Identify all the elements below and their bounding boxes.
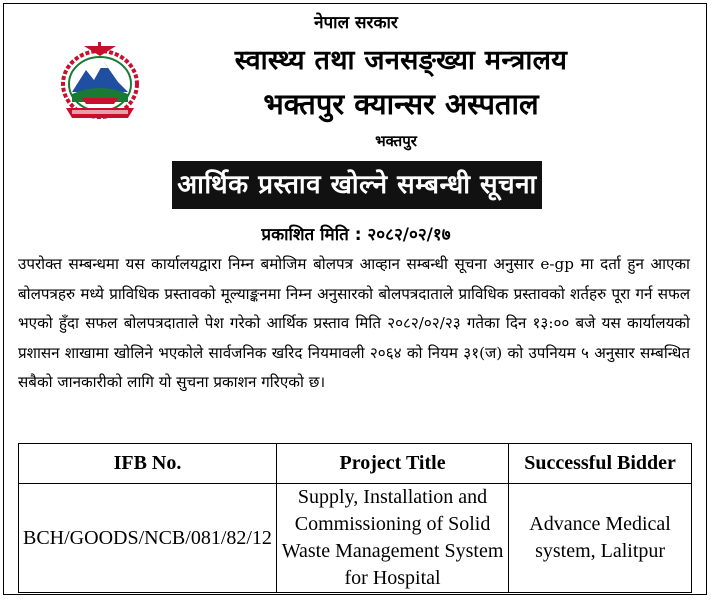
bid-table — [18, 443, 692, 593]
letterhead — [0, 0, 712, 160]
table-row — [19, 484, 692, 593]
notice-title: आर्थिक प्रस्ताव खोल्ने सम्बन्धी सूचना — [172, 161, 542, 209]
notice-body: उपरोक्त सम्बन्धमा यस कार्यालयद्वारा निम्न बमोजिम बोलपत्र आव्हान सम्बन्धी सूचना अनुसार e-gp मा दर्ता हुन आएका बोलपत्रहरु मध्ये प्राविधिक प्रस्तावको मूल्याङ्कनमा निम्न अनुसारको बोलपत्रदाताले प्राविधिक प्रस्तावको शर्तहरु पूरा गर्न सफल भएको हुँदा सफल बोलपत्रदाताले पेश गरेको आर्थिक प्रस्ताव मिति २०८२/०२/२३ गतेका दिन १३:०० बजे यस कार्यालयको प्रशासन शाखामा खोलिने भएकोले सार्वजनिक खरिद नियमावली २०६४ को नियम ३१(ज) को उपनियम ५ अनुसार सम्बन्धित सबैको जानकारीको लागि यो सुचना प्रकाशन गरिएको छ। — [18, 255, 690, 391]
header-ifb-no: IFB No. — [19, 444, 277, 484]
government-name: नेपाल सरकार — [314, 13, 398, 33]
table-header-row — [19, 444, 692, 484]
hospital-name: भक्तपुर क्यान्सर अस्पताल — [263, 87, 539, 121]
header-successful-bidder: Successful Bidder — [509, 444, 692, 484]
cell-project-title: Supply, Installation and Commissioning of Solid Waste Management System for Hospital — [276, 484, 508, 593]
header-project-title: Project Title — [276, 444, 508, 484]
cell-bidder: Advance Medical system, Lalitpur — [509, 484, 692, 593]
ministry-name: स्वास्थ्य तथा जनसङ्ख्या मन्त्रालय — [234, 45, 568, 76]
published-date: प्रकाशित मिति : २०८२/०२/१७ — [261, 225, 451, 245]
location-name: भक्तपुर — [375, 132, 417, 150]
cell-ifb-no: BCH/GOODS/NCB/081/82/12 — [19, 484, 277, 593]
